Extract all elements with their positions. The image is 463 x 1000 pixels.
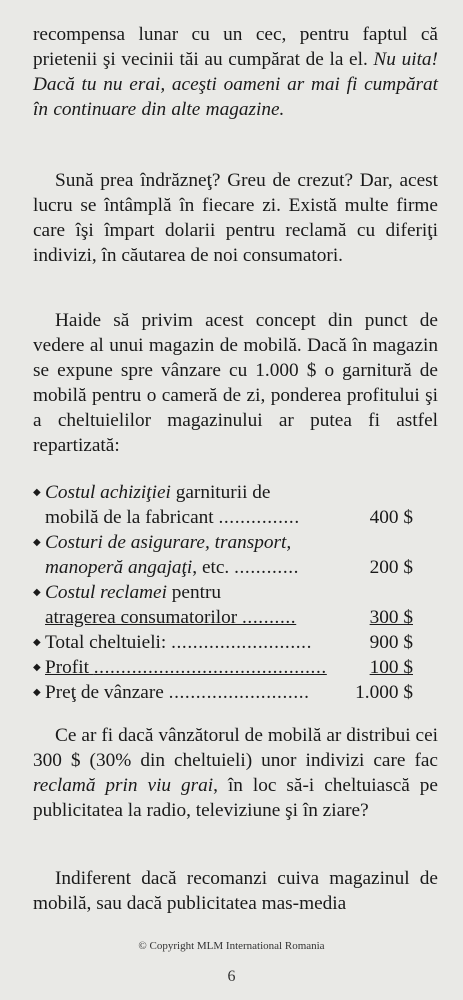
cost-item-total: ◆ Total cheltuieli: .......................... 900 $: [33, 632, 413, 653]
diamond-bullet-icon: ◆: [33, 587, 41, 598]
diamond-bullet-icon: ◆: [33, 487, 41, 498]
cost-item-profit: ◆ Profit ........................................... 100 $: [33, 657, 413, 678]
cost-item-insurance: ◆ Costuri de asigurare, transport, manoperă angajaţi, etc. ............ 200 $: [33, 532, 413, 578]
page-number: 6: [227, 968, 236, 985]
paragraph-4: Ce ar fi dacă vânzătorul de mobilă ar distribui cei 300 $ (30% din cheltuieli) unor indivizi care fac reclamă prin viu grai, în loc să-i cheltuiască pe publicitatea la radio, televiziune şi în ziare?: [33, 725, 438, 821]
cost-item-advertising: ◆ Costul reclamei pentru atragerea consumatorilor .......... 300 $: [33, 582, 413, 628]
cost-amount: 100 $: [369, 657, 413, 678]
cost-item-acquisition: ◆ Costul achiziţiei garniturii de mobilă de la fabricant ............... 400 $: [33, 482, 413, 528]
diamond-bullet-icon: ◆: [33, 662, 41, 673]
paragraph-1-italic: Nu uita! Dacă tu nu erai, aceşti oameni ar mai fi cumpărat în continuare din alte magazine.: [33, 49, 438, 120]
copyright-footer: © Copyright MLM International Romania: [138, 940, 325, 952]
cost-breakdown-list: [33, 480, 413, 705]
paragraph-1: [33, 22, 438, 122]
diamond-bullet-icon: ◆: [33, 687, 41, 698]
paragraph-1-text: recompensa lunar cu un cec, pentru faptul că prietenii şi vecinii tăi au cumpărat de la el.: [33, 24, 438, 70]
cost-amount: 200 $: [369, 557, 413, 578]
cost-amount: 1.000 $: [355, 682, 413, 703]
paragraph-2: Sună prea îndrăzneţ? Greu de crezut? Dar, acest lucru se întâmplă în fiecare zi. Există multe firme care îşi împart dolarii pentru reclamă cu diferiţi indivizi, în căutarea de noi consumatori.: [33, 170, 438, 266]
paragraph-3: Haide să privim acest concept din punct de vedere al unui magazin de mobilă. Dacă în magazin se expune spre vânzare cu 1.000 $ o garnitură de mobilă pentru o cameră de zi, ponderea profitului şi a cheltuielilor magazinului ar putea fi astfel repartizată:: [33, 310, 438, 456]
cost-item-sale-price: ◆ Preţ de vânzare .......................... 1.000 $: [33, 682, 413, 703]
cost-amount: 300 $: [369, 607, 413, 628]
diamond-bullet-icon: ◆: [33, 537, 41, 548]
paragraph-5: Indiferent dacă recomanzi cuiva magazinul de mobilă, sau dacă publicitatea mas-media: [33, 868, 438, 914]
cost-amount: 400 $: [369, 507, 413, 528]
diamond-bullet-icon: ◆: [33, 637, 41, 648]
cost-amount: 900 $: [369, 632, 413, 653]
